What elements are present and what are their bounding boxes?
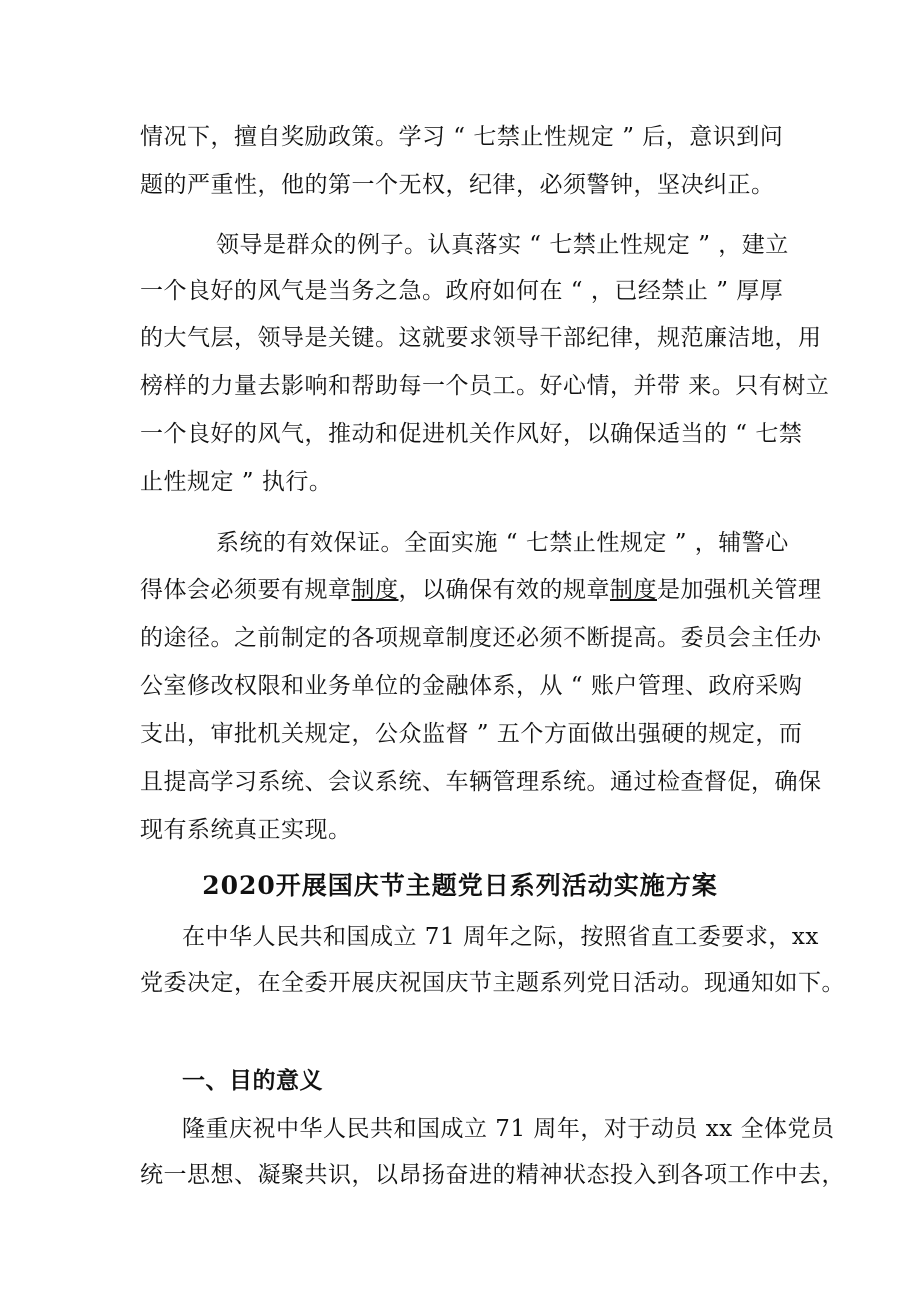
section-1-line-2: 统一思想、凝聚共识，以昂扬奋进的精神状态投入到各项工作中去， bbox=[140, 1162, 845, 1188]
paragraph-3-line-6: 且提高学习系统、会议系统、车辆管理系统。通过检查督促，确保 bbox=[140, 769, 822, 795]
intro-line-1: 在中华人民共和国成立 71 周年之际，按照省直工委要求，xx bbox=[182, 924, 819, 950]
text-run: 是加强机关管理 bbox=[657, 577, 822, 603]
paragraph-3-line-1: 系统的有效保证。全面实施 “ 七禁止性规定 ” ，辅警心 bbox=[216, 530, 789, 556]
underlined-term: 制度 bbox=[351, 577, 399, 603]
paragraph-2-line-4: 榜样的力量去影响和帮助每一个员工。好心情，并带 来。只有树立 bbox=[140, 373, 830, 399]
text-run: ，以确保有效的规章 bbox=[398, 577, 610, 603]
paragraph-2-line-6: 止性规定 ” 执行。 bbox=[140, 469, 333, 495]
section-1-line-1: 隆重庆祝中华人民共和国成立 71 周年，对于动员 xx 全体党员 bbox=[182, 1116, 835, 1142]
paragraph-1-line-2: 题的严重性，他的第一个无权，纪律，必须警钟，坚决纠正。 bbox=[140, 172, 775, 198]
paragraph-3-line-3: 的途径。之前制定的各项规章制度还必须不断提高。委员会主任办 bbox=[140, 625, 822, 651]
section-heading-purpose: 一、目的意义 bbox=[182, 1067, 323, 1094]
underlined-term: 制度 bbox=[610, 577, 657, 603]
document-title: 2020开展国庆节主题党日系列活动实施方案 bbox=[202, 871, 718, 900]
paragraph-2-line-5: 一个良好的风气，推动和促进机关作风好，以确保适当的 “ 七禁 bbox=[140, 421, 803, 447]
paragraph-3-line-5: 支出，审批机关规定，公众监督 ” 五个方面做出强硬的规定，而 bbox=[140, 721, 803, 747]
paragraph-3-line-4: 公室修改权限和业务单位的金融体系，从 “ 账户管理、政府采购 bbox=[140, 673, 803, 699]
paragraph-1-line-1: 情况下，擅自奖励政策。学习 “ 七禁止性规定 ” 后，意识到问 bbox=[140, 124, 784, 150]
text-run: 得体会必须要有规章 bbox=[140, 577, 352, 603]
paragraph-3-line-7: 现有系统真正实现。 bbox=[140, 817, 352, 843]
paragraph-2-line-3: 的大气层，领导是关键。这就要求领导干部纪律，规范廉洁地，用 bbox=[140, 325, 822, 351]
paragraph-2-line-2: 一个良好的风气是当务之急。政府如何在 “ ，已经禁止 ” 厚厚 bbox=[140, 278, 784, 304]
intro-line-2: 党委决定，在全委开展庆祝国庆节主题系列党日活动。现通知如下。 bbox=[140, 970, 845, 996]
paragraph-2-line-1: 领导是群众的例子。认真落实 “ 七禁止性规定 ” ，建立 bbox=[216, 232, 789, 258]
paragraph-3-line-2 bbox=[140, 575, 822, 605]
